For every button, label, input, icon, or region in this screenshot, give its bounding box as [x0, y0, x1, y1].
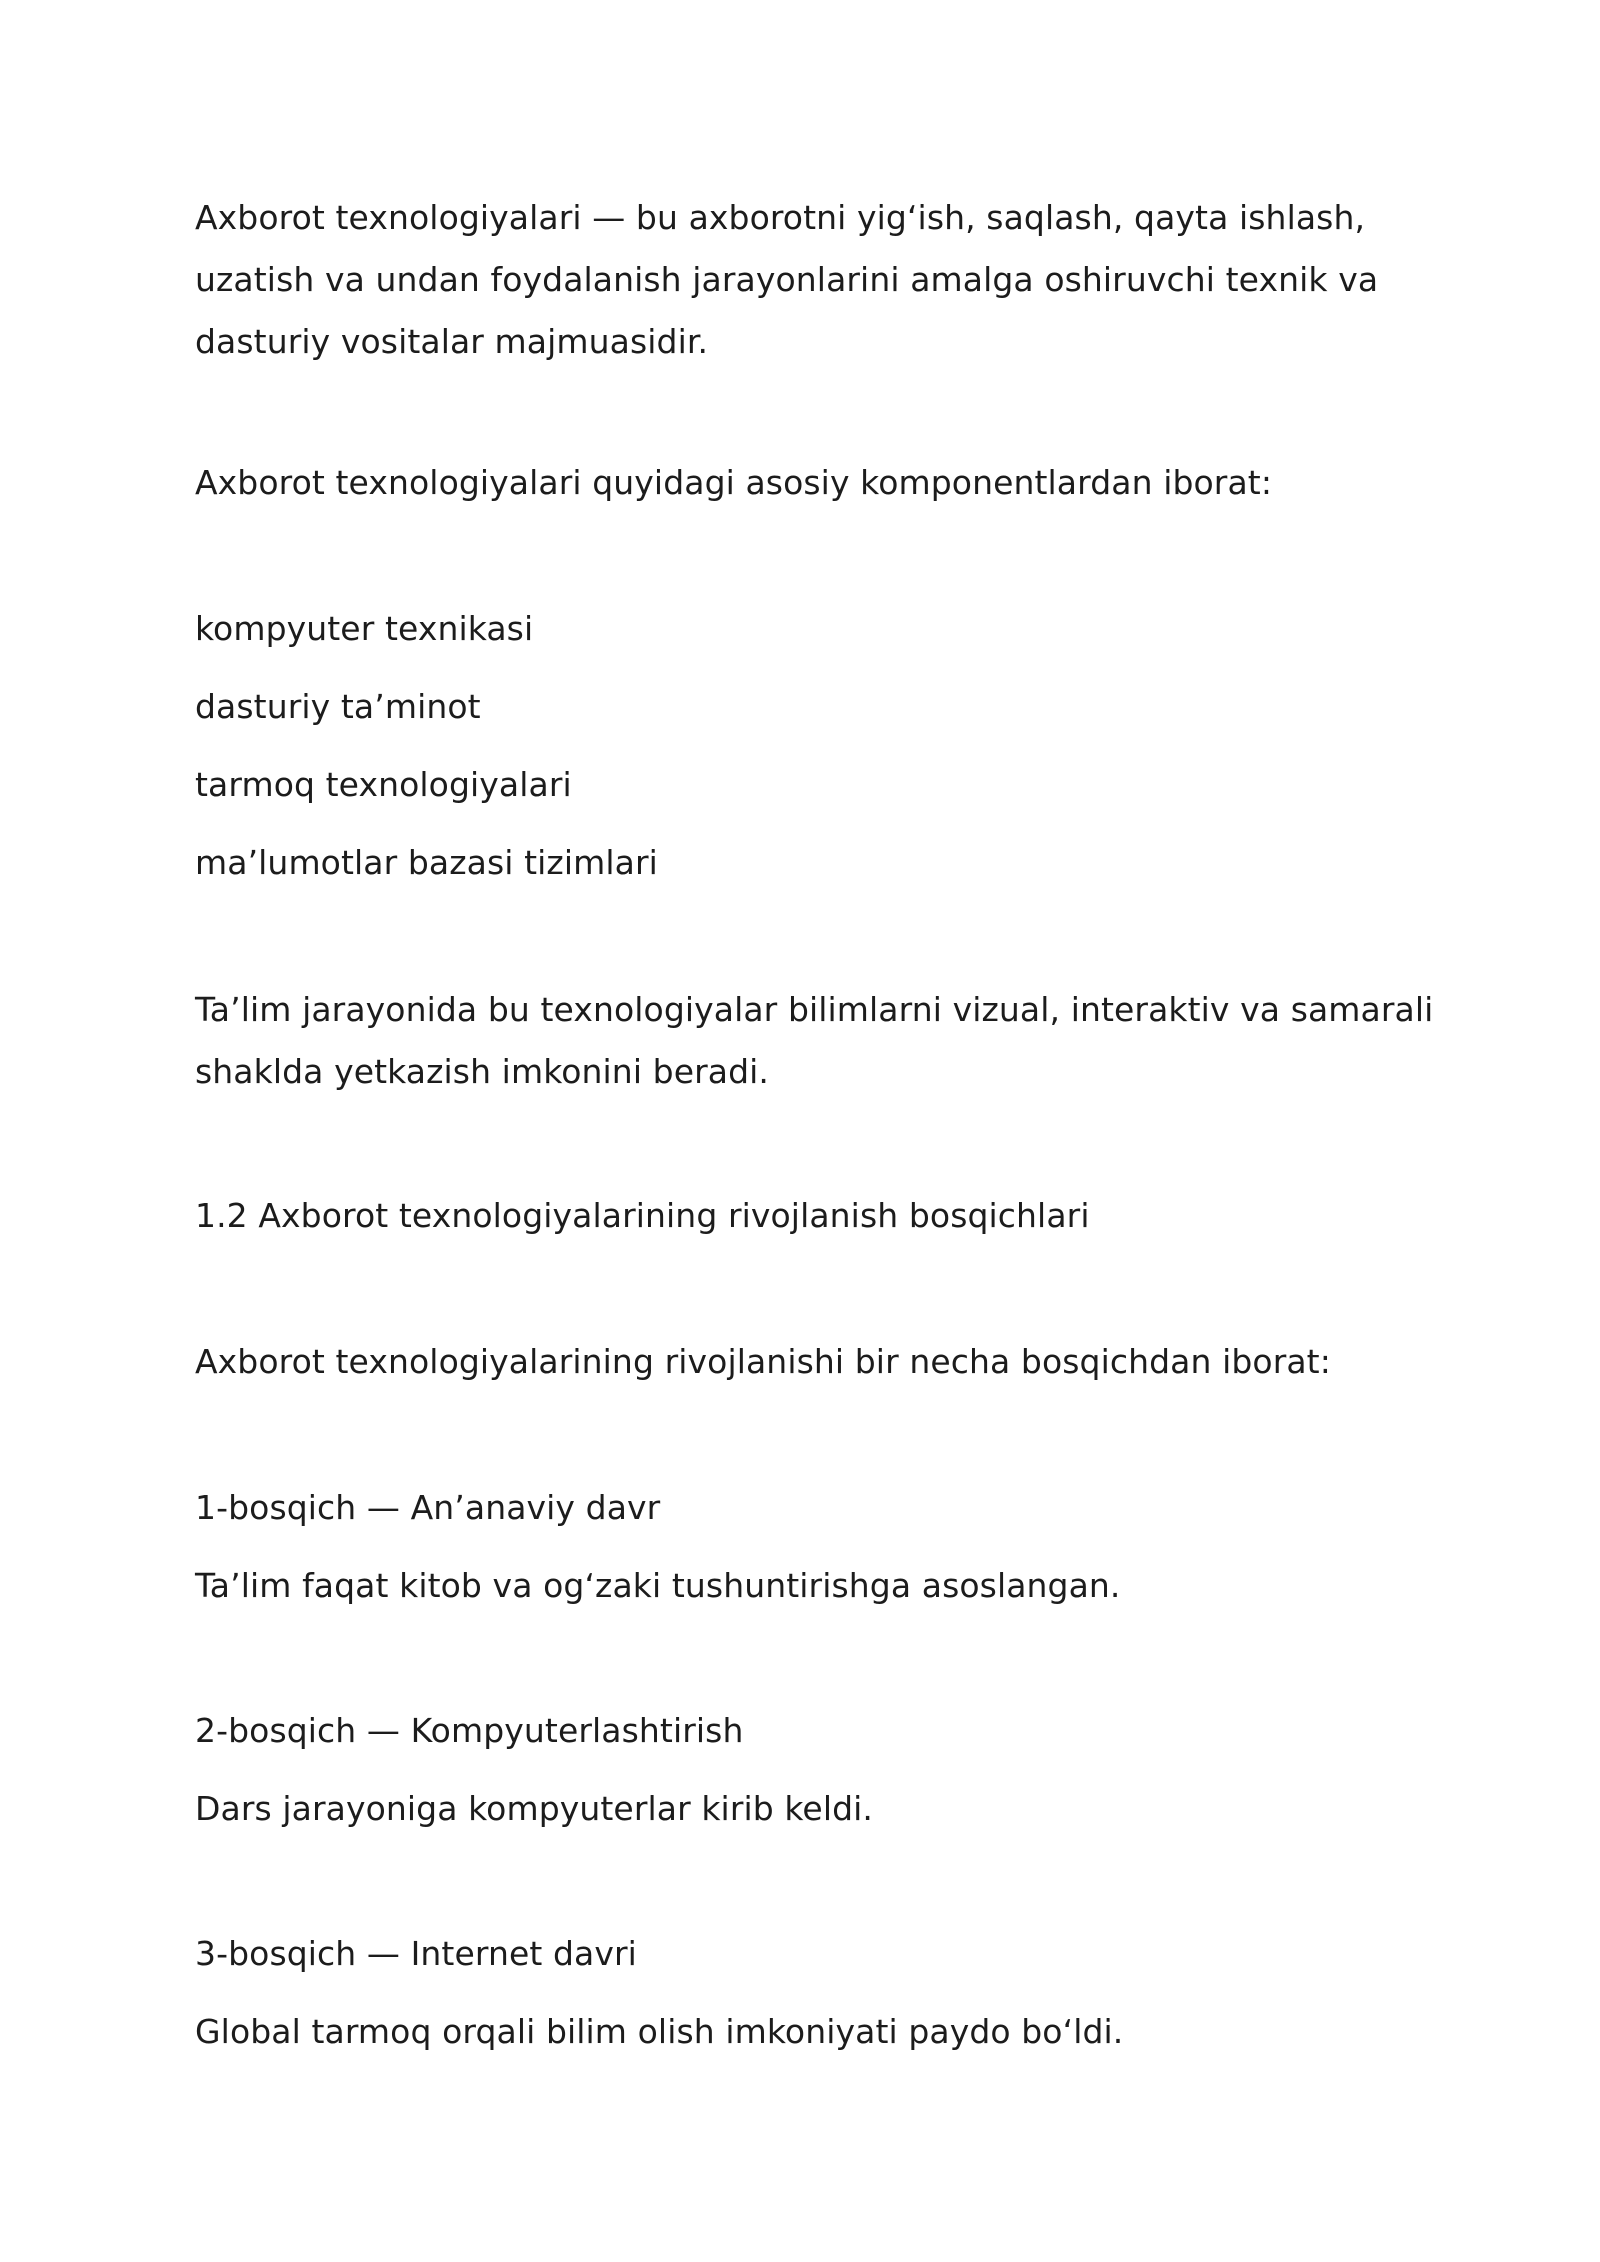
stage-description: Global tarmoq orqali bilim olish imkoniyati paydo bo‘ldi. — [195, 2012, 1124, 2051]
stage-title: 2-bosqich — Kompyuterlashtirish — [195, 1711, 744, 1750]
stage-title: 1-bosqich — An’anaviy davr — [195, 1488, 661, 1527]
section-heading: 1.2 Axborot texnologiyalarining rivojlanish bosqichlari — [195, 1196, 1090, 1235]
list-item: kompyuter texnikasi — [195, 609, 534, 648]
list-item: dasturiy ta’minot — [195, 687, 481, 726]
stage-description: Ta’lim faqat kitob va og‘zaki tushuntirishga asoslangan. — [195, 1566, 1121, 1605]
components-intro: Axborot texnologiyalari quyidagi asosiy komponentlardan iborat: — [195, 463, 1273, 502]
stage-description: Dars jarayoniga kompyuterlar kirib keldi. — [195, 1789, 874, 1828]
list-item: ma’lumotlar bazasi tizimlari — [195, 843, 658, 882]
education-paragraph: Ta’lim jarayonida bu texnologiyalar bilimlarni vizual, interaktiv va samarali shaklda yetkazish imkonini beradi. — [195, 990, 1444, 1091]
stages-intro: Axborot texnologiyalarining rivojlanishi bir necha bosqichdan iborat: — [195, 1342, 1331, 1381]
stage-title: 3-bosqich — Internet davri — [195, 1934, 637, 1973]
intro-paragraph: Axborot texnologiyalari — bu axborotni yig‘ish, saqlash, qayta ishlash, uzatish va undan foydalanish jarayonlarini amalga oshiruvchi texnik va dasturiy vositalar majmuasidir. — [195, 198, 1389, 361]
list-item: tarmoq texnologiyalari — [195, 765, 572, 804]
